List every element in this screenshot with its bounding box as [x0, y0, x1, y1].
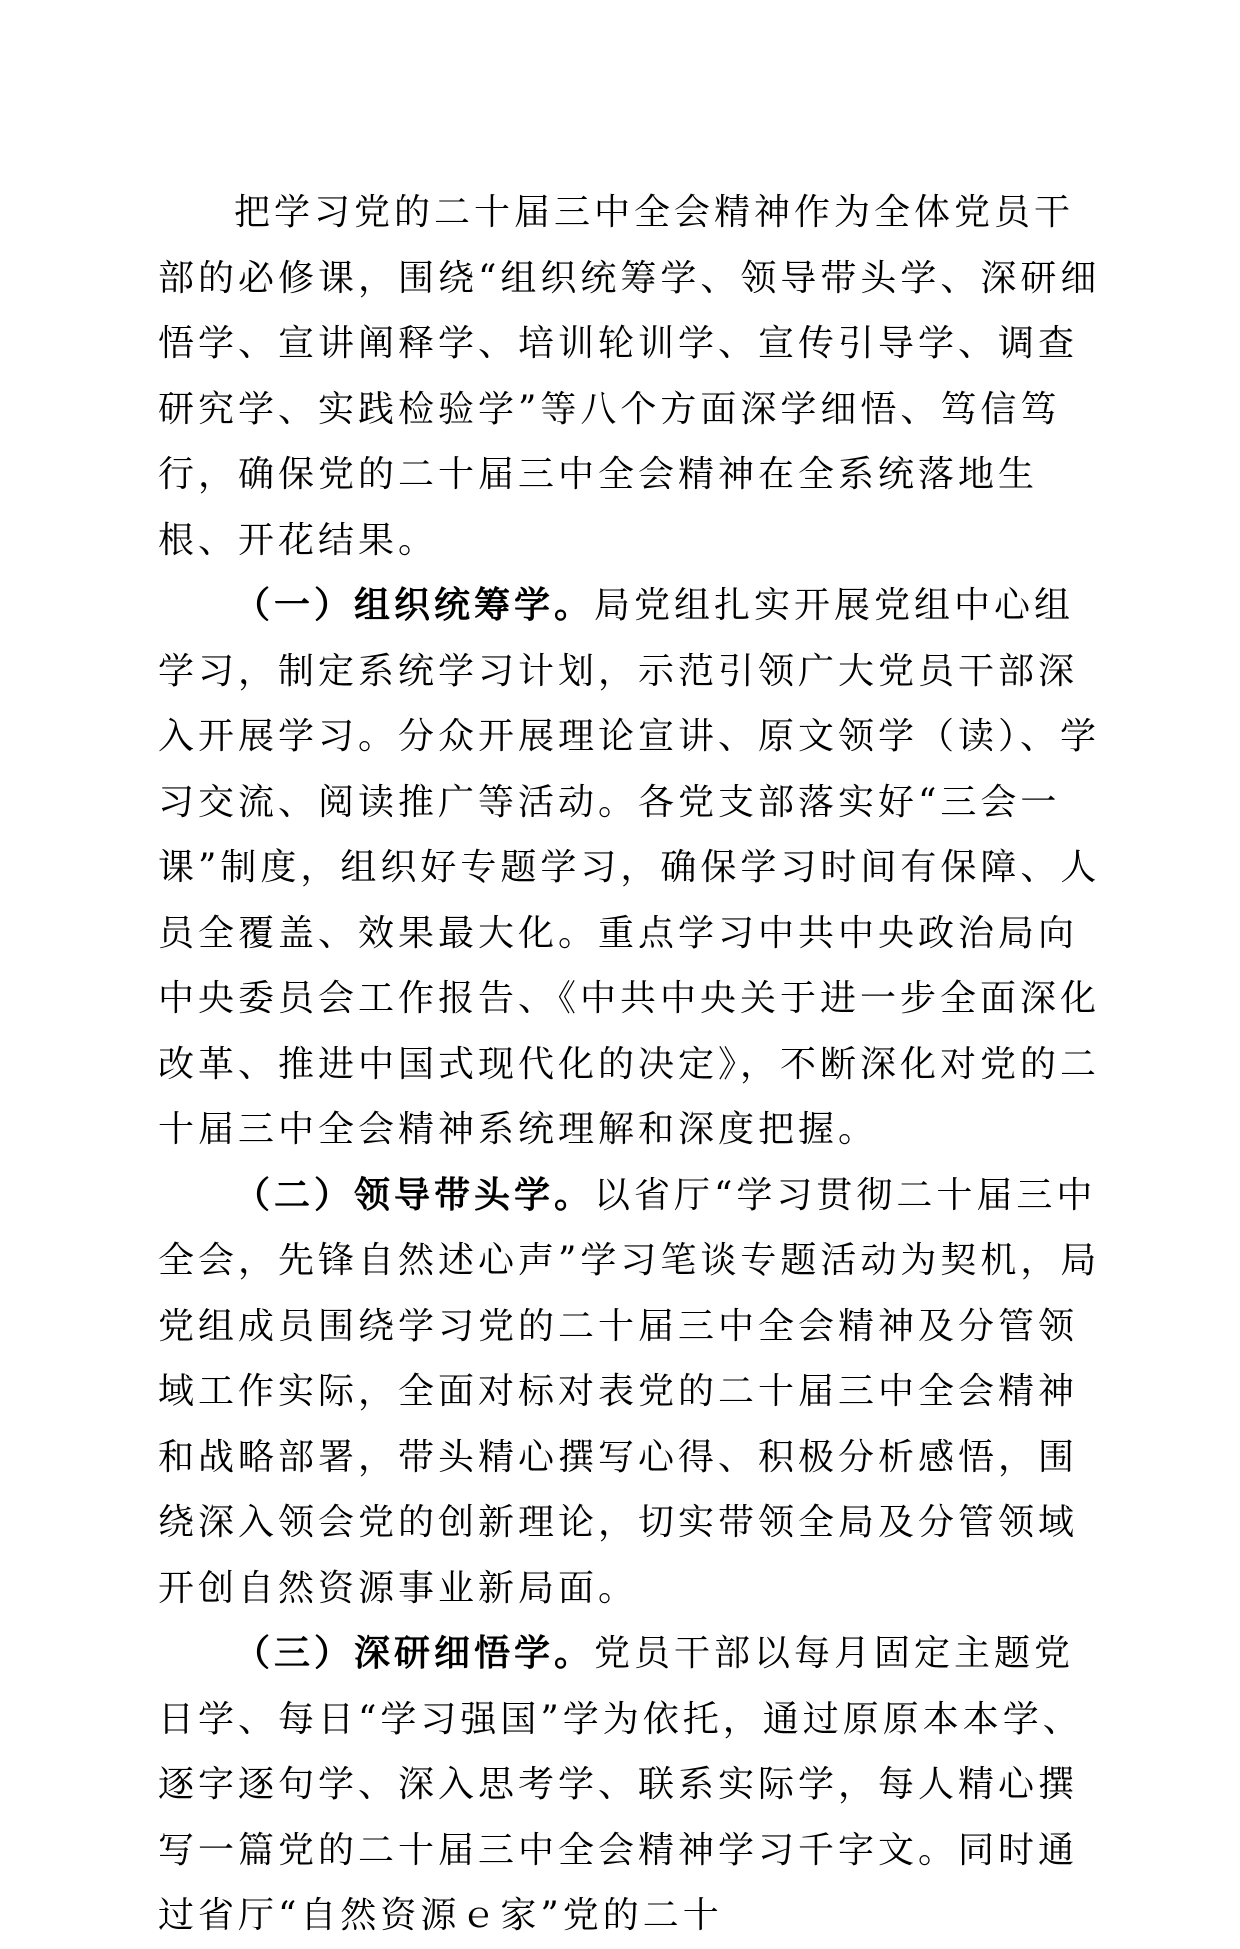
section-paragraph-1: [158, 573, 1108, 1163]
section-paragraph-2: [158, 1163, 1108, 1622]
section-heading: （三）深研细悟学。: [234, 1632, 595, 1674]
section-paragraph-3: [158, 1621, 1108, 1949]
intro-paragraph: [158, 180, 1108, 573]
paragraph-text: 党员干部以每月固定主题党日学、每日“学习强国”学为依托，通过原原本本学、逐字逐句学、深入思考学、联系实际学，每人精心撰写一篇党的二十届三中全会精神学习千字文。同时通过省厅“自然资源ｅ家”党的二十: [158, 1633, 1083, 1936]
document-page: [158, 180, 1108, 1949]
paragraph-text: 局党组扎实开展党组中心组学习，制定系统学习计划，示范引领广大党员干部深入开展学习。分众开展理论宣讲、原文领学（读）、学习交流、阅读推广等活动。各党支部落实好“三会一课”制度，组织好专题学习，确保学习时间有保障、人员全覆盖、效果最大化。重点学习中共中央政治局向中央委员会工作报告、《中共中央关于进一步全面深化改革、推进中国式现代化的决定》，不断深化对党的二十届三中全会精神系统理解和深度把握。: [158, 585, 1101, 1150]
paragraph-text: 以省厅“学习贯彻二十届三中全会，先锋自然述心声”学习笔谈专题活动为契机，局党组成员围绕学习党的二十届三中全会精神及分管领域工作实际，全面对标对表党的二十届三中全会精神和战略部署，带头精心撰写心得、积极分析感悟，围绕深入领会党的创新理论，切实带领全局及分管领域开创自然资源事业新局面。: [158, 1174, 1101, 1609]
section-heading: （一）组织统筹学。: [234, 584, 595, 626]
section-heading: （二）领导带头学。: [234, 1173, 595, 1216]
paragraph-text: 把学习党的二十届三中全会精神作为全体党员干部的必修课，围绕“组织统筹学、领导带头学、深研细悟学、宣讲阐释学、培训轮训学、宣传引导学、调查研究学、实践检验学”等八个方面深学细悟、笃信笃行，确保党的二十届三中全会精神在全系统落地生根、开花结果。: [158, 192, 1101, 561]
